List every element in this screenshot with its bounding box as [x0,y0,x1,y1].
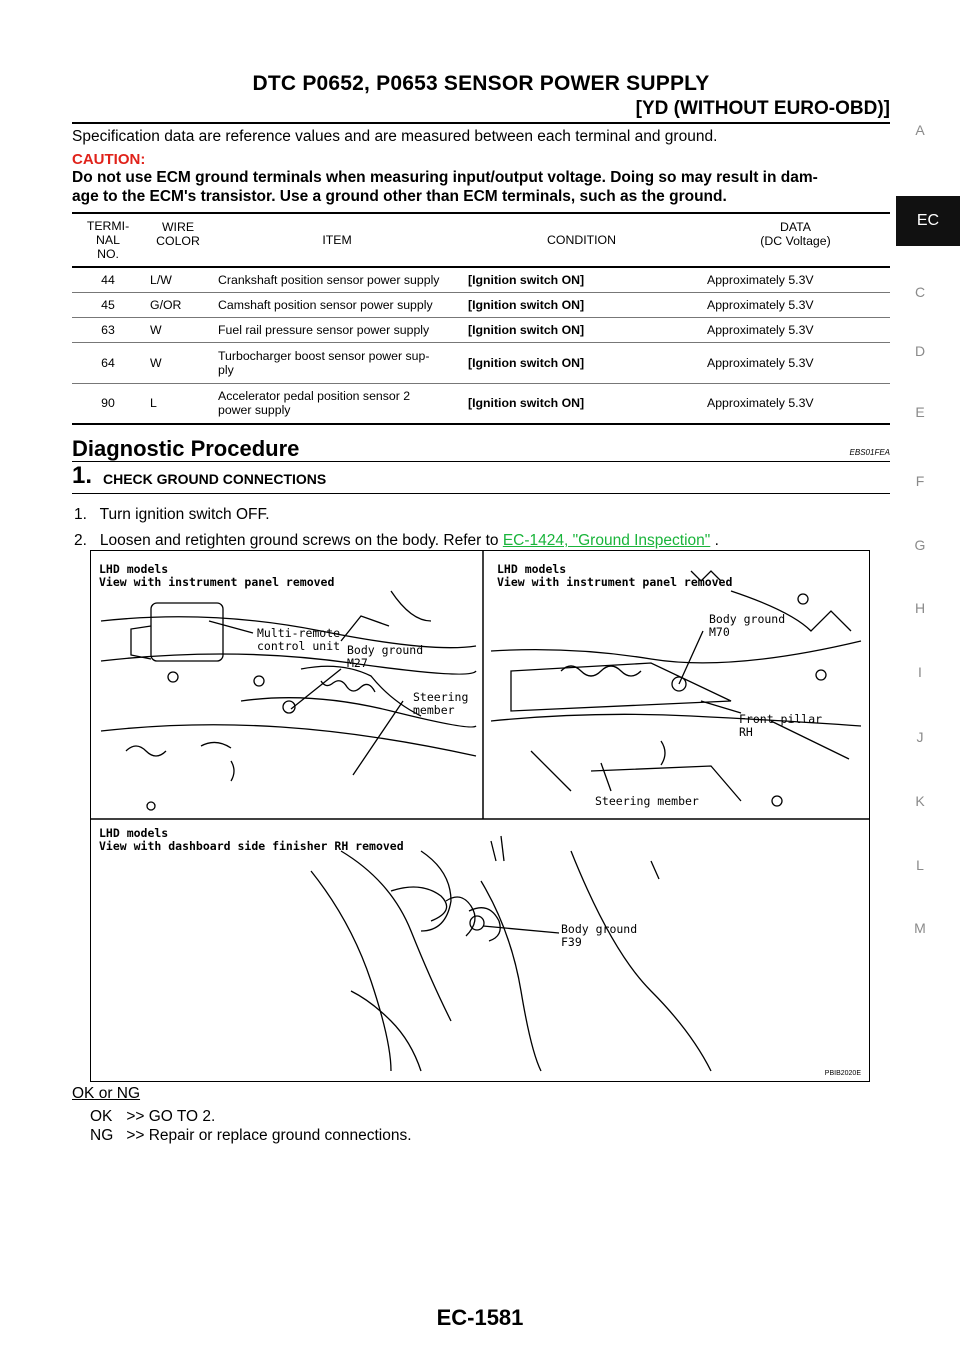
result-ok [90,1108,215,1126]
go-to-step-2-link[interactable]: >> GO TO 2. [126,1108,216,1125]
side-index-i[interactable]: I [918,664,922,680]
side-index-c[interactable]: C [914,284,926,300]
side-index-g[interactable]: G [914,537,926,553]
panel1-title: LHD models View with instrument panel removed [99,562,335,589]
col-terminal-no: TERMI- NAL NO. [72,213,144,267]
header-rule [72,122,890,124]
terminal-spec-table [72,212,890,425]
table-row: 44 L/W Crankshaft position sensor power supply [Ignition switch ON] Approximately 5.3V [72,267,890,292]
result-ng-key: NG [90,1127,114,1144]
col-condition: CONDITION [462,213,701,267]
col-data: DATA (DC Voltage) [701,213,890,267]
step-line-2-text: 2. Loosen and retighten ground screws on the body. Refer to [74,532,503,549]
step-title: CHECK GROUND CONNECTIONS [103,471,327,487]
side-index-h[interactable]: H [914,600,926,616]
side-index-d[interactable]: D [914,343,926,359]
panel2-label-steering: Steering member [595,794,699,808]
panel2-label-front-pillar: Front pillar RH [739,712,823,739]
result-ng-text: >> Repair or replace ground connections. [126,1127,412,1144]
ground-inspection-link[interactable]: EC-1424, "Ground Inspection" [502,532,711,549]
table-row: 64 W Turbocharger boost sensor power sup- ply [Ignition switch ON] Approximately 5.3V [72,342,890,383]
panel3-label-body-ground: Body ground F39 [561,922,638,949]
col-wire-color: WIRE COLOR [144,213,212,267]
section-code: EBS01FEA [849,448,890,457]
figure-code: PBIB2020E [824,1070,861,1077]
step-line-1: 1. Turn ignition switch OFF. [74,506,270,523]
table-row: 90 L Accelerator pedal position sensor 2 power supply [Ignition switch ON] Approximately 5.3V [72,383,890,424]
panel1-label-body-ground: Body ground M27 [347,643,424,670]
side-index-l[interactable]: L [916,857,924,873]
table-row: 63 W Fuel rail pressure sensor power supply [Ignition switch ON] Approximately 5.3V [72,317,890,342]
caution-text [72,168,897,206]
ground-location-figure [90,550,870,1082]
side-index-m[interactable]: M [914,920,926,936]
ok-ng-label: OK or NG [72,1085,141,1102]
page-subtitle: [YD (WITHOUT EURO-OBD)] [635,98,890,119]
step-line-2-suffix: . [710,532,719,549]
result-ok-key: OK [90,1108,113,1125]
step-line-2 [74,532,719,550]
caution-label: CAUTION: [72,151,146,168]
panel1-label-multi-remote: Multi-remote control unit [257,626,341,653]
side-index-ec-active[interactable]: EC [896,196,960,246]
spec-intro: Specification data are reference values and are measured between each terminal and ground. [72,128,718,145]
side-index-f[interactable]: F [915,473,925,489]
table-row: 45 G/OR Camshaft position sensor power supply [Ignition switch ON] Approximately 5.3V [72,292,890,317]
page-number: EC-1581 [436,1305,524,1330]
side-index-a[interactable]: A [915,122,925,138]
caution-line-1: Do not use ECM ground terminals when measuring input/output voltage. Doing so may result in dam- [72,169,818,186]
page-title: DTC P0652, P0653 SENSOR POWER SUPPLY [252,72,710,95]
section-rule [72,461,890,462]
col-item: ITEM [212,213,462,267]
side-index-k[interactable]: K [915,793,925,809]
panel2-label-body-ground: Body ground M70 [709,612,786,639]
step-number: 1. [72,462,93,489]
caution-line-2: age to the ECM's transistor. Use a ground other than ECM terminals, such as the ground. [72,188,727,205]
step-rule [72,493,890,494]
table-header-row [72,213,890,267]
section-heading: Diagnostic Procedure [72,436,300,461]
result-ng [90,1127,412,1145]
panel2-title: LHD models View with instrument panel removed [497,562,733,589]
panel1-label-steering: Steering member [413,690,469,717]
side-index-e[interactable]: E [915,404,925,420]
panel3-title: LHD models View with dashboard side finisher RH removed [99,826,404,853]
side-index-j[interactable]: J [916,729,924,745]
